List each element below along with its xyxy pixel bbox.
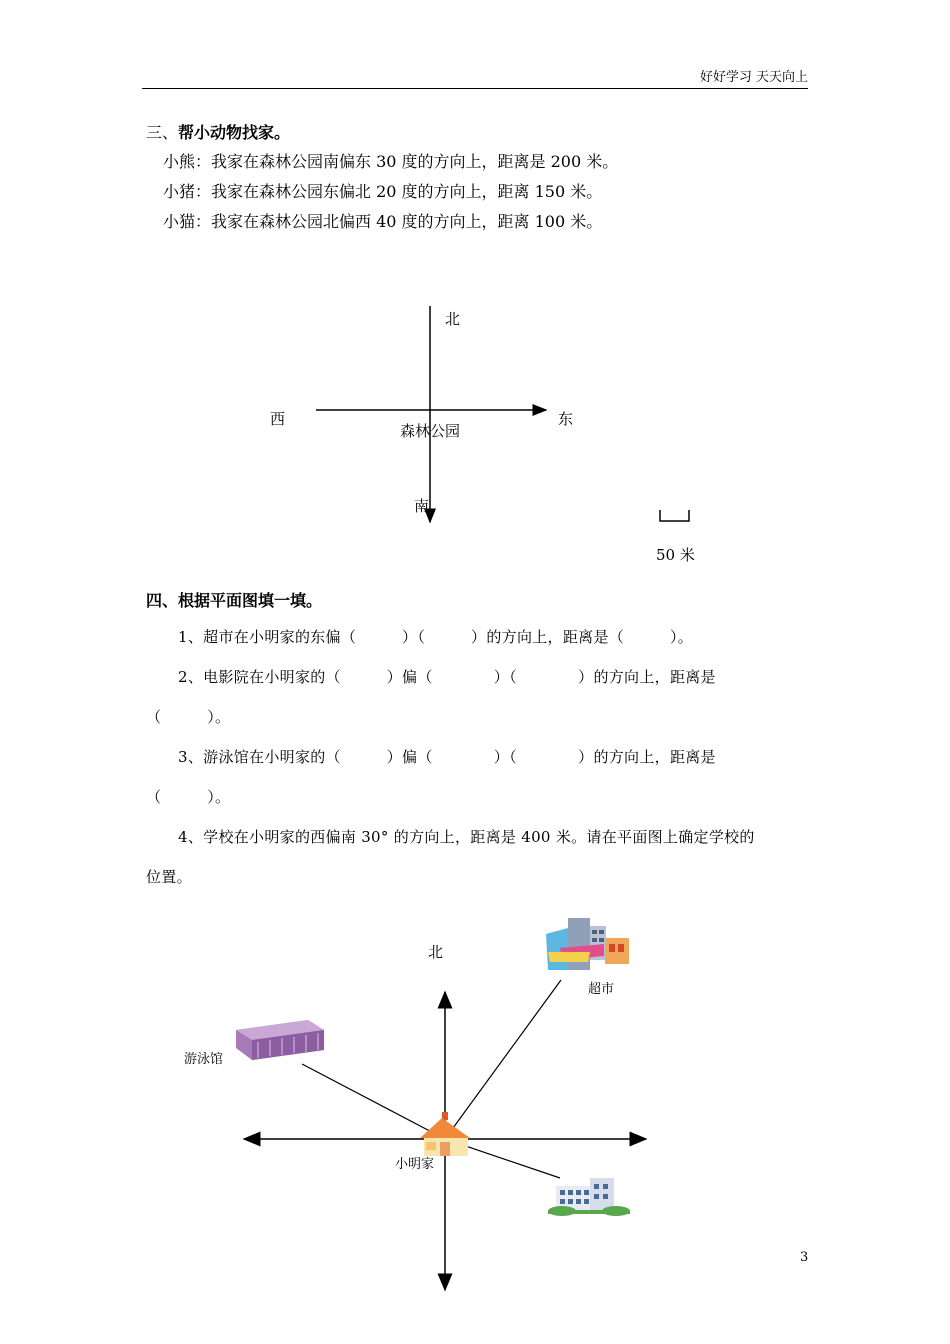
map-north-label: 北 — [428, 943, 444, 961]
question-3-line1: 3、游泳馆在小明家的（ ）偏（ ）（ ）的方向上，距离是 — [178, 748, 716, 766]
compass-east-label: 东 — [558, 410, 574, 428]
supermarket-icon — [546, 918, 629, 970]
question-4-line1: 4、学校在小明家的西偏南 30° 的方向上，距离是 400 米。请在平面图上确定学校的 — [178, 828, 755, 846]
question-3-line2: （ ）。 — [146, 788, 231, 806]
map-pool-label: 游泳馆 — [184, 1052, 224, 1067]
line-to-pool — [302, 1064, 445, 1139]
pool-icon — [236, 1020, 324, 1060]
compass-south-label: 南 — [414, 497, 430, 515]
section3-line-cat: 小猫：我家在森林公园北偏西 40 度的方向上，距离 100 米。 — [163, 212, 603, 231]
map-supermarket-label: 超市 — [588, 982, 615, 997]
section3-line-pig: 小猪：我家在森林公园东偏北 20 度的方向上，距离 150 米。 — [163, 182, 603, 201]
header-slogan: 好好学习 天天向上 — [699, 70, 808, 85]
section4-title: 四、根据平面图填一填。 — [146, 591, 323, 610]
question-1: 1、超市在小明家的东偏（ ）（ ）的方向上，距离是（ ）。 — [178, 628, 694, 646]
question-2-line1: 2、电影院在小明家的（ ）偏（ ）（ ）的方向上，距离是 — [178, 668, 716, 686]
question-2-line2: （ ）。 — [146, 708, 231, 726]
section3-number: 三、 — [146, 123, 179, 142]
compass-north-label: 北 — [445, 310, 461, 328]
home-icon — [420, 1112, 470, 1156]
map-home-label: 小明家 — [395, 1157, 435, 1172]
line-to-supermarket — [445, 980, 561, 1139]
compass-center-label: 森林公园 — [400, 422, 461, 440]
compass-west-label: 西 — [270, 410, 286, 428]
section3-title: 帮小动物找家。 — [178, 123, 291, 142]
scale-label: 50 米 — [656, 546, 695, 564]
cinema-building-icon — [548, 1178, 630, 1216]
page-number: 3 — [800, 1250, 809, 1265]
question-4-line2: 位置。 — [146, 868, 192, 886]
section3-line-bear: 小熊：我家在森林公园南偏东 30 度的方向上，距离是 200 米。 — [163, 152, 619, 171]
